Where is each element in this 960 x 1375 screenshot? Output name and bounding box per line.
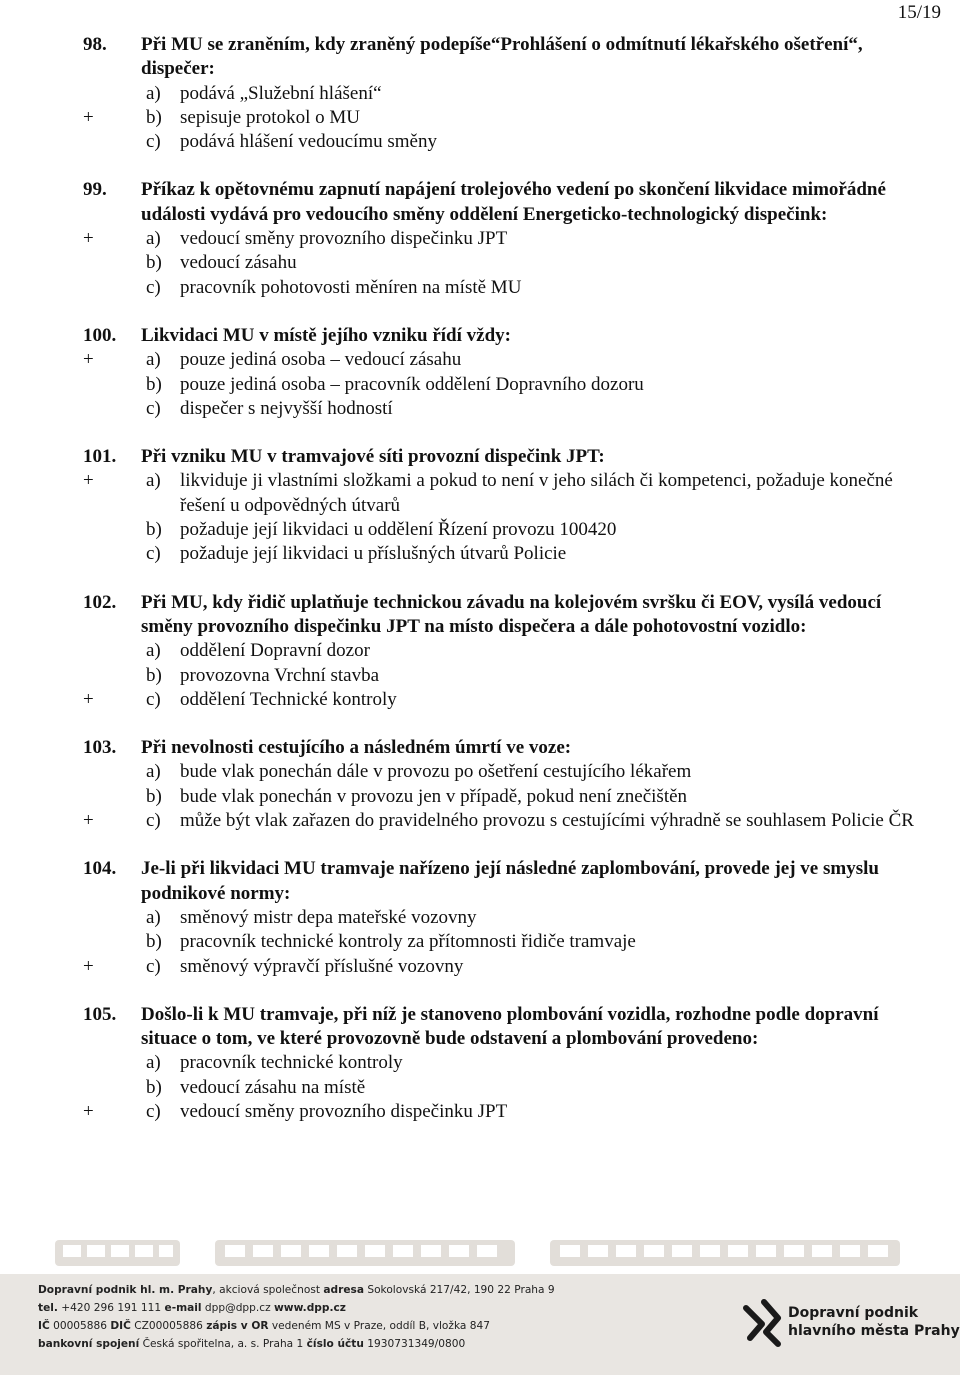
correct-answer-mark: + (83, 228, 94, 250)
answer-letter: a) (146, 82, 161, 104)
question-number: 99. (83, 179, 107, 201)
question-item (0, 445, 960, 566)
answer-option (0, 227, 960, 251)
logo-text-line-2: hlavního města Prahy (788, 1323, 960, 1339)
answer-option (0, 276, 960, 300)
question-text: Při vzniku MU v tramvajové síti provozní dispečink JPT: (141, 446, 605, 468)
answer-letter: b) (146, 519, 162, 541)
answer-letter: c) (146, 397, 161, 419)
answer-option (0, 664, 960, 688)
question-number: 103. (83, 737, 117, 759)
correct-answer-mark: + (83, 1100, 94, 1122)
answer-option (0, 1051, 960, 1075)
answer-text: pracovník technické kontroly (180, 1052, 403, 1074)
answer-text: pracovník pohotovosti měníren na místě MU (180, 276, 522, 298)
answer-option (0, 469, 960, 518)
answer-text: oddělení Dopravní dozor (180, 640, 370, 662)
question-text: Likvidaci MU v místě jejího vzniku řídí vždy: (141, 324, 511, 346)
answer-option (0, 930, 960, 954)
answer-text: provozovna Vrchní stavba (180, 664, 380, 686)
answer-text: pouze jediná osoba – vedoucí zásahu (180, 349, 462, 371)
answer-text: podává hlášení vedoucímu směny (180, 131, 437, 153)
footer-line-2: tel. +420 296 191 111 e-mail dpp@dpp.cz www.dpp.cz (38, 1302, 346, 1314)
answer-letter: c) (146, 955, 161, 977)
footer-line-3: IČ 00005886 DIČ CZ00005886 zápis v OR vedeném MS v Praze, oddíl B, vložka 847 (38, 1320, 491, 1332)
answer-letter: a) (146, 761, 161, 783)
answer-option (0, 542, 960, 566)
answer-option (0, 1076, 960, 1100)
question-item (0, 33, 960, 154)
answer-text: vedoucí zásahu (180, 252, 297, 274)
question-item (0, 324, 960, 421)
correct-answer-mark: + (83, 349, 94, 371)
answer-option (0, 906, 960, 930)
answer-text: požaduje její likvidaci u příslušných útvarů Policie (180, 543, 567, 565)
question-number: 101. (83, 446, 117, 468)
footer-line-4: bankovní spojení Česká spořitelna, a. s. Praha 1 číslo účtu 1930731349/0800 (38, 1338, 466, 1350)
answer-letter: b) (146, 931, 162, 953)
answer-letter: a) (146, 1052, 161, 1074)
question-text: Při MU se zraněním, kdy zraněný podepíše“Prohlášení o odmítnutí lékařského ošetření“, dispečer: (141, 34, 863, 80)
answer-option (0, 760, 960, 784)
correct-answer-mark: + (83, 955, 94, 977)
answer-letter: a) (146, 228, 161, 250)
dpp-logo (740, 1290, 960, 1362)
tram-silhouette-icon (55, 1232, 900, 1272)
answer-letter: c) (146, 688, 161, 710)
answer-option (0, 82, 960, 106)
answer-text: sepisuje protokol o MU (180, 106, 360, 128)
answer-option (0, 639, 960, 663)
answer-letter: a) (146, 470, 161, 492)
question-number: 98. (83, 34, 107, 55)
question-text: Došlo-li k MU tramvaje, při níž je stanoveno plombování vozidla, rozhodne podle dopravní situace o tom, ve které provozovně bude odstavení a plombování provedeno: (141, 1003, 879, 1050)
dpp-logo-icon (740, 1294, 784, 1350)
answer-option (0, 397, 960, 421)
answer-text: pracovník technické kontroly za přítomnosti řidiče tramvaje (180, 931, 636, 953)
question-number: 102. (83, 591, 117, 613)
answer-letter: b) (146, 106, 162, 128)
answer-option (0, 251, 960, 275)
question-number: 100. (83, 324, 117, 346)
answer-letter: b) (146, 1076, 162, 1098)
answer-option (0, 809, 960, 833)
answer-option (0, 1100, 960, 1124)
correct-answer-mark: + (83, 470, 94, 492)
answer-letter: c) (146, 276, 161, 298)
answer-text: pouze jediná osoba – pracovník oddělení Dopravního dozoru (180, 373, 644, 395)
question-item (0, 857, 960, 978)
answer-option (0, 130, 960, 154)
answer-option (0, 348, 960, 372)
answer-text: bude vlak ponechán v provozu jen v případě, pokud není znečištěn (180, 785, 688, 807)
answer-letter: b) (146, 664, 162, 686)
answer-text: podává „Služební hlášení“ (180, 82, 382, 104)
question-number: 105. (83, 1003, 117, 1025)
answer-letter: b) (146, 252, 162, 274)
question-text: Příkaz k opětovnému zapnutí napájení trolejového vedení po skončení likvidace mimořádné události vydává pro vedoucího směny oddělení Energeticko-technologický dispečink: (141, 179, 886, 225)
question-text: Při MU, kdy řidič uplatňuje technickou závadu na kolejovém svršku či EOV, vysílá vedoucí směny provozního dispečinku JPT na místo dispečera a dále pohotovostní vozidlo: (141, 591, 882, 637)
answer-option (0, 518, 960, 542)
answer-text: požaduje její likvidaci u oddělení Řízení provozu 100420 (180, 519, 617, 541)
question-number: 104. (83, 858, 117, 880)
question-item (0, 1003, 960, 1124)
logo-text-line-1: Dopravní podnik (788, 1305, 919, 1321)
answer-text: dispečer s nejvyšší hodností (180, 397, 393, 419)
answer-letter: a) (146, 906, 161, 928)
answer-letter: c) (146, 543, 161, 565)
answer-text: vedoucí zásahu na místě (180, 1076, 366, 1098)
answer-text: směnový výpravčí příslušné vozovny (180, 955, 464, 977)
question-text: Při nevolnosti cestujícího a následném úmrtí ve voze: (141, 737, 572, 759)
question-text: Je-li při likvidaci MU tramvaje nařízeno její následné zaplombování, provede jej ve smyslu podnikové normy: (141, 858, 879, 904)
correct-answer-mark: + (83, 106, 94, 128)
correct-answer-mark: + (83, 810, 94, 832)
question-item (0, 591, 960, 712)
question-item (0, 736, 960, 833)
answer-letter: c) (146, 131, 161, 153)
footer-line-1: Dopravní podnik hl. m. Prahy, akciová společnost adresa Sokolovská 217/42, 190 22 Praha 9 (38, 1284, 555, 1296)
answer-option (0, 373, 960, 397)
answer-letter: c) (146, 810, 161, 832)
answer-option (0, 688, 960, 712)
answer-letter: a) (146, 640, 161, 662)
answer-text: vedoucí směny provozního dispečinku JPT (180, 1100, 508, 1122)
answer-text: bude vlak ponechán dále v provozu po ošetření cestujícího lékařem (180, 761, 692, 783)
page-number: 15/19 (897, 2, 941, 23)
answer-letter: b) (146, 785, 162, 807)
answer-text: může být vlak zařazen do pravidelného provozu s cestujícími výhradně se souhlasem Policie ČR (180, 810, 914, 832)
answer-text: vedoucí směny provozního dispečinku JPT (180, 228, 508, 250)
answer-text: likviduje ji vlastními složkami a pokud to není v jeho silách či kompetenci, požaduje konečné řešení u odpovědných útvarů (180, 470, 893, 516)
questions-list (0, 33, 960, 1148)
correct-answer-mark: + (83, 688, 94, 710)
logo-text (788, 1304, 960, 1340)
answer-text: oddělení Technické kontroly (180, 688, 397, 710)
question-item (0, 178, 960, 299)
answer-option (0, 785, 960, 809)
answer-option (0, 955, 960, 979)
answer-letter: c) (146, 1100, 161, 1122)
answer-letter: a) (146, 349, 161, 371)
answer-text: směnový mistr depa mateřské vozovny (180, 906, 477, 928)
answer-letter: b) (146, 373, 162, 395)
answer-option (0, 106, 960, 130)
company-info (38, 1281, 555, 1353)
